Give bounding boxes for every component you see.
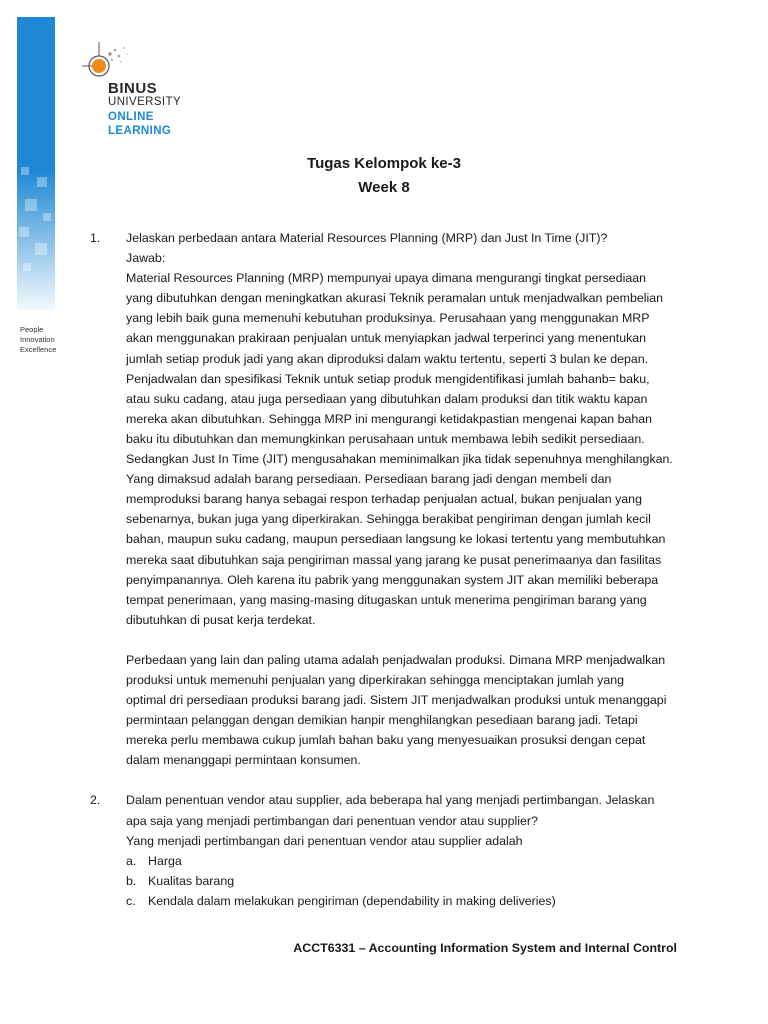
text-line: permintaan pelanggan dengan demikian hanpir menghilangkan pesediaan barang jadi. Tetapi	[126, 713, 638, 728]
text-line: penyimpanannya. Oleh karena itu pabrik yang menggunakan system JIT akan memiliki beberapa	[126, 572, 659, 587]
list-item-text: Kualitas barang	[148, 873, 235, 888]
logo-text-university: UNIVERSITY	[108, 96, 182, 108]
footer-course: ACCT6331 – Accounting Information System and Internal Control	[293, 941, 677, 955]
binus-logo	[72, 36, 192, 146]
logo-text-learning: LEARNING	[108, 125, 172, 137]
tagline-line: Excellence	[20, 345, 57, 354]
text-line: sebenarnya, bukan juga yang diperkirakan. Sehingga berakibat pengiriman dengan jumlah kecil	[126, 512, 651, 527]
text-line: dalam menanggapi permintaan konsumen.	[126, 753, 361, 768]
tagline	[20, 325, 56, 355]
text-line: optimal dri persediaan produksi barang jadi. Sistem JIT menjadwalkan produksi untuk menanggapi	[126, 693, 667, 708]
question-text: apa saja yang menjadi pertimbangan dari penentuan vendor atau supplier?	[126, 813, 538, 828]
question-text: Dalam penentuan vendor atau supplier, ada beberapa hal yang menjadi pertimbangan. Jelaskan	[126, 793, 655, 808]
text-line: dibutuhkan di pusat kerja terdekat.	[126, 612, 316, 627]
text-line: bahan, maupun suku cadang, maupun persediaan langsung ke lokasi tertentu yang membutuhkan	[126, 532, 666, 547]
text-line: mereka perlu membawa cukup jumlah bahan baku yang menyesuaikan prosuksi dengan cepat	[126, 733, 646, 748]
logo-emblem-icon	[72, 36, 132, 86]
text-line: Material Resources Planning (MRP) mempunyai upaya dimana mengurangi tingkat persediaan	[126, 271, 646, 286]
list-item	[126, 871, 690, 891]
logo-text-binus: BINUS	[108, 80, 158, 97]
page-subtitle-week: Week 8	[358, 179, 410, 196]
answer-intro: Yang menjadi pertimbangan dari penentuan vendor atau supplier adalah	[126, 833, 523, 848]
list-item-text: Kendala dalam melakukan pengiriman (dependability in making deliveries)	[148, 893, 556, 908]
text-line: yang dibutuhkan dengan meningkatkan akurasi Teknik peramalan untuk menjadwalkan pembelian	[126, 291, 664, 306]
list-item	[126, 891, 690, 911]
text-line: memproduksi barang hanya sebagai respon terhadap penjualan actual, bukan penjualan yang	[126, 492, 642, 507]
text-line: tempat penerimaan, yang masing-masing ditugaskan untuk menerima pengiriman barang yang	[126, 592, 647, 607]
text-line: Sedangkan Just In Time (JIT) mengusahakan meminimalkan jika tidak sepenuhnya menghilangkan.	[126, 452, 673, 467]
question-number: 1.	[90, 231, 101, 245]
answer-label: Jawab:	[126, 251, 166, 266]
question-number: 2.	[90, 793, 101, 808]
text-line: mereka saat dibutuhkan saja pengiriman massal yang jarang ke pusat penerimaanya dan fasilitas	[126, 552, 662, 567]
text-line: yang lebih baik guna memenuhi kebutuhan produksinya. Perusahaan yang menggunakan MRP	[126, 311, 650, 326]
list-marker: b.	[126, 873, 137, 888]
question-text: Jelaskan perbedaan antara Material Resources Planning (MRP) dan Just In Time (JIT)?	[126, 231, 608, 245]
page-title: Tugas Kelompok ke-3	[307, 155, 461, 172]
answer-paragraph-1	[126, 268, 690, 630]
tagline-line: Innovation	[20, 335, 55, 344]
tagline-line: People	[20, 325, 44, 334]
question-1	[90, 228, 690, 770]
list-marker: a.	[126, 853, 137, 868]
list-item	[126, 851, 690, 871]
text-line: atau suku cadang, atau juga persediaan yang dibutuhkan dalam produksi dan titik waktu kapan	[126, 391, 648, 406]
text-line: Yang dimaksud adalah barang persediaan. Persediaan barang jadi dengan membeli dan	[126, 472, 612, 487]
text-line: Penjadwalan dan spesifikasi Teknik untuk setiap produk mengidentifikasi jumlah bahanb= baku,	[126, 371, 650, 386]
list-marker: c.	[126, 893, 136, 908]
text-line: mereka akan dibutuhkan. Sehingga MRP ini mengurangi ketidakpastian mengenai kapan bahan	[126, 411, 653, 426]
text-line: akan menggunakan prakiraan penjualan untuk menyiapkan jadwal terperinci yang menentukan	[126, 331, 647, 346]
question-2	[90, 790, 690, 911]
logo-text-online: ONLINE	[108, 111, 154, 123]
document-body	[90, 228, 690, 911]
text-line: produksi untuk memenuhi penjualan yang diperkirakan sehingga menciptakan jumlah yang	[126, 672, 625, 687]
list-item-text: Harga	[148, 853, 182, 868]
text-line: jumlah setiap produk jadi yang akan diproduksi dalam waktu tertentu, seperti 3 bulan ke depan.	[126, 351, 649, 366]
text-line: baku itu dibutuhkan dan memungkinkan perusahaan untuk membawa lebih sedikit persediaan.	[126, 431, 645, 446]
text-line: Perbedaan yang lain dan paling utama adalah penjadwalan produksi. Dimana MRP menjadwalkan	[126, 652, 666, 667]
answer-paragraph-2	[126, 650, 690, 771]
